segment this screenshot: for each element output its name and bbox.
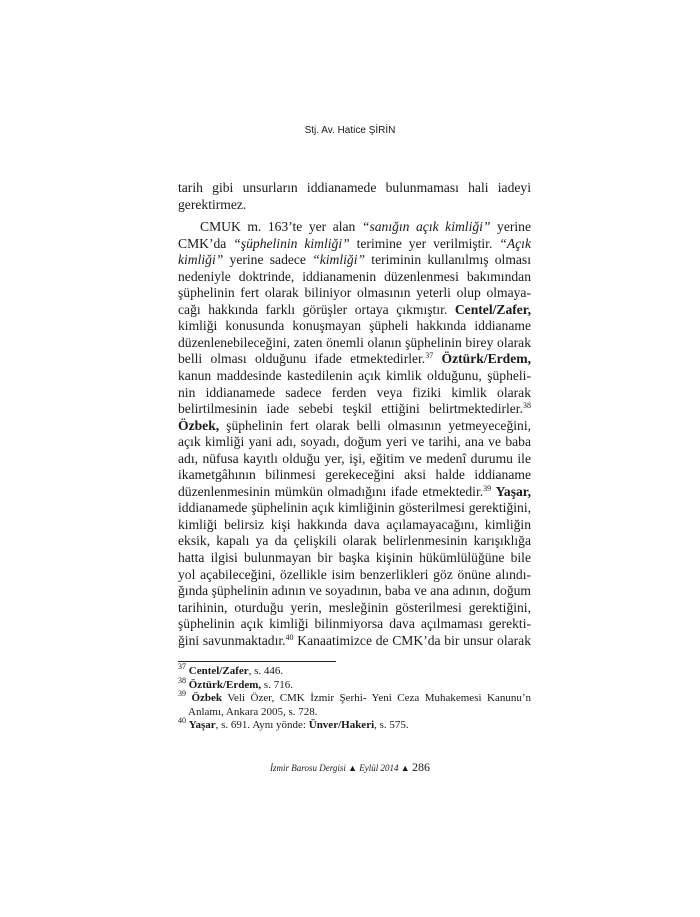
footnote-line	[178, 662, 531, 679]
text-run: s. 716.	[261, 678, 293, 691]
text-run: gerektirmez.	[178, 196, 247, 212]
text-run: Anlamı, Ankara 2005, s. 728.	[188, 705, 318, 718]
text-run: şüphelinin fert olarak biliniyor olmasının yeterli olup olmaya-	[178, 285, 531, 301]
footnote-ref: 38	[523, 401, 531, 411]
text-run: Centel/Zafer,	[454, 301, 531, 317]
text-run: Özbek	[191, 692, 223, 704]
text-run: Özbek,	[178, 417, 220, 433]
text-run: cağı hakkında farklı görüşler ortaya çıkmıştır.	[178, 301, 455, 317]
footnote-line	[178, 689, 531, 706]
text-run: CMK’da	[178, 235, 234, 251]
text-run: düzenlenmesinin mümkün olmadığını ifade etmektedir.	[178, 483, 484, 499]
text-run: tarih gibi unsurların iddianamede bulunmaması hali iadeyi	[178, 180, 531, 195]
journal-name: İzmir Barosu Dergisi	[270, 763, 346, 773]
footnote-ref: 40	[285, 632, 294, 642]
text-run: Kanaatimizce de CMK’da bir unsur olarak	[293, 632, 531, 648]
text-run: “sanığın açık kimliği”	[361, 219, 491, 235]
footnote-divider	[178, 661, 336, 662]
footnote-line	[178, 675, 531, 693]
text-line	[178, 418, 531, 435]
text-line	[178, 583, 531, 600]
text-run: terimine yer verilmiştir.	[349, 235, 500, 251]
separator: ▲	[400, 763, 410, 773]
text-run: ikametgâhının bilinmesi gerekeceğini aksi halde iddianame	[178, 467, 531, 483]
text-run: nedeniyle doktrinde, iddianamenin düzenlenmesi bakımından	[178, 268, 531, 284]
separator: ▲	[348, 763, 358, 773]
running-header: Stj. Av. Hatice ŞİRİN	[304, 125, 396, 136]
text-run: ğini savunmaktadır.	[178, 632, 286, 648]
text-line	[178, 567, 531, 584]
footnote-ref: 37	[178, 662, 186, 671]
footnote-ref: 39	[178, 689, 186, 698]
footnote-line	[178, 716, 531, 733]
footnote-ref: 40	[178, 716, 186, 725]
text-line	[178, 434, 531, 451]
text-run: Öztürk/Erdem,	[188, 678, 262, 691]
text-run: iddianamede şüphelinin açık kimliğinin gösterilmesi gerektiğini,	[178, 500, 531, 516]
text-line	[178, 550, 531, 567]
text-line	[178, 302, 531, 319]
text-line	[178, 269, 531, 286]
text-run: Centel/Zafer	[188, 665, 249, 677]
text-run: Veli Özer, CMK İzmir Şerhi- Yeni Ceza Muhakemesi Kanunu’n	[222, 692, 531, 704]
text-line	[178, 600, 531, 617]
text-run: CMUK m. 163’te yer alan	[200, 219, 362, 235]
text-line	[178, 219, 531, 236]
text-run: “kimliği”	[312, 252, 366, 268]
text-run: , s. 446.	[248, 665, 284, 677]
text-line	[178, 236, 531, 253]
text-run: kimliği”	[178, 252, 224, 268]
text-run	[433, 351, 441, 366]
text-line	[178, 467, 531, 484]
text-run: kimliği belirsiz kişi hakkında dava açılamayacağını, kimliğin	[178, 516, 531, 532]
text-run: eksik, kapalı ya da çelişkili olarak belirlenmesinin karışıklığa	[178, 533, 531, 549]
text-run: şüphelinin fert olarak belli olmasının yetmeyeceğini,	[219, 417, 531, 433]
text-line	[178, 385, 531, 402]
text-run: “Açık	[499, 235, 531, 251]
body-text	[178, 180, 531, 649]
issue-date: Eylül 2014	[359, 763, 399, 773]
text-line	[178, 351, 531, 368]
footnote-ref: 38	[178, 675, 186, 685]
text-line	[178, 451, 531, 468]
text-run: “şüphelinin kimliği”	[233, 235, 350, 251]
text-run: Yaşar	[188, 719, 216, 731]
text-line	[178, 197, 531, 214]
text-run: belirtilmesinin iade sebebi teşkil ettiğini belirtmektedirler.	[178, 401, 523, 417]
text-run: Öztürk/Erdem,	[441, 351, 531, 367]
text-line	[178, 252, 531, 269]
text-run: , s. 691. Aynı yönde:	[215, 719, 309, 731]
text-line	[178, 368, 531, 385]
text-run: kanun maddesinde kastedilenin açık kimlik olduğunu, şüpheli-	[178, 368, 531, 384]
text-run: yerine	[490, 219, 531, 235]
text-run: teriminin kullanılmış olması	[365, 252, 531, 268]
text-run: belli olması olduğunu ifade etmektedirler.	[178, 351, 426, 367]
text-line	[178, 318, 531, 335]
footnotes	[178, 662, 531, 733]
text-line	[178, 517, 531, 534]
text-run: Yaşar,	[495, 483, 531, 499]
text-run: ğında şüphelinin adının ve soyadının, baba ve ana adının, doğum	[178, 583, 531, 599]
text-line	[178, 401, 531, 418]
footnote-ref: 37	[425, 351, 434, 361]
text-run: yerine sadece	[223, 252, 313, 268]
text-run: hatta ilgisi bulunmayan bir başka kişinin hükümlülüğüne bile	[178, 550, 531, 566]
text-line	[178, 500, 531, 517]
text-line	[178, 616, 531, 633]
text-run: , s. 575.	[374, 719, 409, 731]
text-run: adı, nüfusa kayıtlı olduğu yer, işi, eğitim ve medenî durumu ile	[178, 450, 531, 466]
text-run: tarihinin, oturduğu yerin, mesleğinin gösterilmesi gerektiğini,	[178, 599, 531, 615]
footnote-ref: 39	[483, 483, 492, 493]
page-footer	[0, 760, 700, 775]
text-run: düzenlenebileceğini, zaten önemli olanın şüphelinin birey olarak	[178, 334, 531, 350]
text-line	[178, 180, 531, 197]
text-run: nin iddianamede sadece ferden veya fiziki kimlik olarak	[178, 384, 531, 400]
page-number: 286	[411, 760, 430, 774]
text-run: kimliği konusunda konuşmayan şüpheli hakkında iddianame	[178, 318, 531, 334]
text-run: yol açabileceğini, özellikle isim benzerlikleri göz önüne alındı-	[178, 566, 531, 582]
text-line	[178, 633, 531, 650]
text-run: şüphelinin açık kimliği bilinmiyorsa dava açılmaması gerekti-	[178, 616, 531, 632]
text-line	[178, 533, 531, 550]
text-line	[178, 285, 531, 302]
text-line	[178, 484, 531, 501]
text-run: Ünver/Hakeri	[308, 719, 375, 731]
text-run: açık kimliği yani adı, soyadı, doğum yeri ve tarihi, ana ve baba	[178, 434, 531, 450]
footnote-line	[178, 706, 531, 720]
text-line	[178, 335, 531, 352]
